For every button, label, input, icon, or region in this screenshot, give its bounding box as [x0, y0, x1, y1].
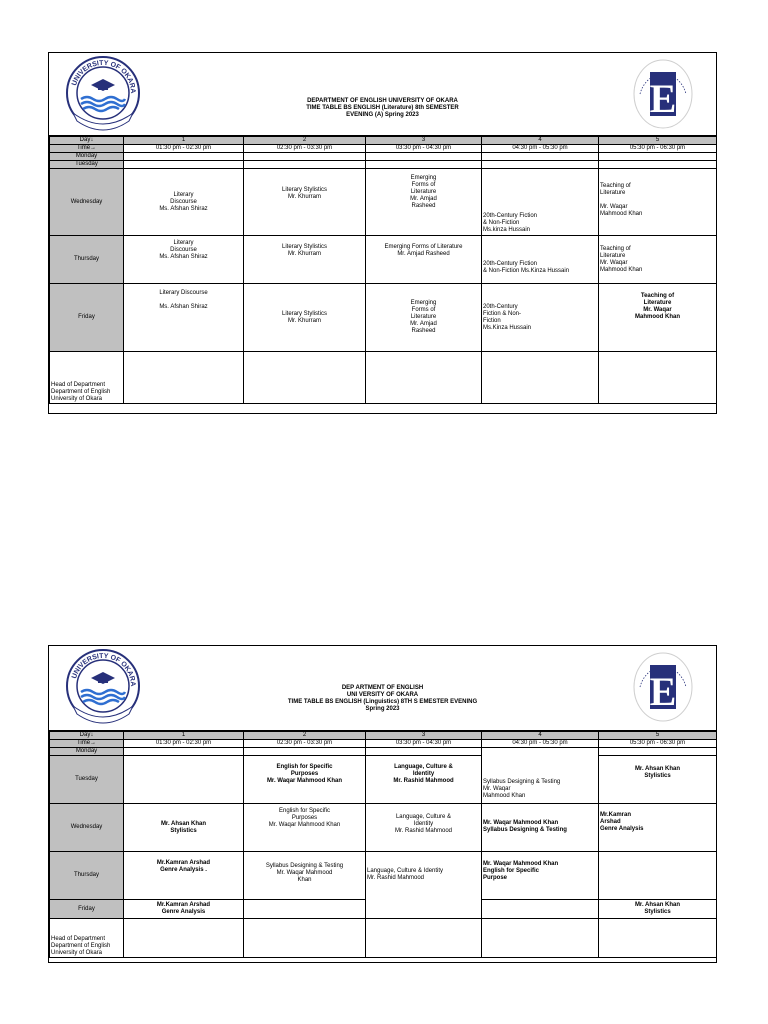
day-label: Thursday — [50, 236, 124, 284]
class-cell: 20th-Century Fiction & Non-Fiction Ms.Kinza Hussain — [482, 236, 599, 284]
time-slot: 02:30 pm - 03:30 pm — [244, 145, 366, 153]
svg-text:E: E — [649, 669, 677, 714]
class-cell — [482, 161, 599, 169]
slot-number: 4 — [482, 732, 599, 740]
class-cell — [124, 352, 244, 404]
class-cell: Mr. Ahsan Khan Stylistics — [124, 804, 244, 852]
class-cell: Literary Discourse Ms. Afshan Shiraz — [124, 284, 244, 352]
slot-number-row — [50, 732, 717, 740]
day-label: Tuesday — [50, 756, 124, 804]
svg-text:E: E — [649, 76, 677, 121]
english-literature-society-logo-icon — [632, 651, 694, 723]
slot-number: 2 — [244, 732, 366, 740]
class-cell — [599, 161, 717, 169]
english-literature-society-logo-icon — [632, 58, 694, 130]
timetable-literature — [48, 52, 717, 414]
class-cell: Emerging Forms of Literature Mr. Amjad Rasheed — [366, 236, 482, 284]
row-friday — [50, 284, 717, 352]
class-cell — [482, 153, 599, 161]
class-cell: Literary Stylistics Mr. Khurram — [244, 169, 366, 236]
class-cell: Mr.Kamran Arshad Genre Analysis . — [124, 852, 244, 900]
timetable-grid — [49, 136, 717, 404]
class-cell: Teaching of Literature Mr. Waqar Mahmood Khan — [599, 236, 717, 284]
class-cell — [244, 919, 366, 958]
time-slot: 04:30 pm - 05:30 pm — [482, 740, 599, 748]
day-label: Monday — [50, 748, 124, 756]
class-cell — [366, 161, 482, 169]
timetable-grid — [49, 731, 717, 958]
class-cell — [482, 352, 599, 404]
day-label: Wednesday — [50, 804, 124, 852]
class-cell: Teaching of Literature Mr. Waqar Mahmood Khan — [599, 169, 717, 236]
row-monday — [50, 748, 717, 756]
class-cell: Mr.Kamran Arshad Genre Analysis — [599, 804, 717, 852]
university-seal-icon — [65, 55, 141, 131]
class-cell — [244, 900, 366, 919]
class-cell — [124, 919, 244, 958]
class-cell — [244, 161, 366, 169]
class-cell — [124, 161, 244, 169]
class-cell: Emerging Forms of Literature Mr. Amjad Rasheed — [366, 284, 482, 352]
row-hod — [50, 352, 717, 404]
time-row — [50, 740, 717, 748]
class-cell: Mr. Waqar Mahmood Khan English for Specific Purpose — [482, 852, 599, 900]
class-cell: 20th-Century Fiction & Non- Fiction Ms.Kinza Hussain — [482, 284, 599, 352]
time-slot: 05:30 pm - 06:30 pm — [599, 145, 717, 153]
class-cell: Language, Culture & Identity Mr. Rashid Mahmood — [366, 804, 482, 852]
class-cell — [124, 756, 244, 804]
slot-number: 1 — [124, 732, 244, 740]
day-label: Friday — [50, 284, 124, 352]
time-slot: 03:30 pm - 04:30 pm — [366, 740, 482, 748]
class-cell: Literary Stylistics Mr. Khurram — [244, 284, 366, 352]
class-cell: Syllabus Designing & Testing Mr. Waqar Mahmood Khan — [244, 852, 366, 900]
slot-number-row — [50, 137, 717, 145]
class-cell: Syllabus Designing & Testing Mr. Waqar Mahmood Khan — [482, 748, 599, 804]
slot-number: 4 — [482, 137, 599, 145]
day-label: Monday — [50, 153, 124, 161]
time-slot: 01:30 pm - 02:30 pm — [124, 145, 244, 153]
class-cell: Literary Stylistics Mr. Khurram — [244, 236, 366, 284]
day-label: Friday — [50, 900, 124, 919]
row-thursday — [50, 236, 717, 284]
row-tuesday — [50, 161, 717, 169]
class-cell — [124, 153, 244, 161]
class-cell — [366, 748, 482, 756]
head-of-department-signature: Head of Department Department of English University of Okara — [50, 919, 124, 958]
svg-text:UNIVERSITY OF OKARA: UNIVERSITY OF OKARA — [71, 59, 137, 94]
class-cell — [366, 352, 482, 404]
timetable-header — [49, 53, 716, 136]
slot-number: 1 — [124, 137, 244, 145]
day-header: Day↓ — [50, 137, 124, 145]
day-label: Wednesday — [50, 169, 124, 236]
class-cell: Mr. Waqar Mahmood Khan Syllabus Designing & Testing — [482, 804, 599, 852]
class-cell — [599, 852, 717, 900]
row-thursday — [50, 852, 717, 900]
slot-number: 5 — [599, 732, 717, 740]
class-cell: Teaching of Literature Mr. Waqar Mahmood Khan — [599, 284, 717, 352]
timetable-header — [49, 646, 716, 731]
class-cell: 20th-Century Fiction & Non-Fiction Ms.kinza Hussain — [482, 169, 599, 236]
class-cell: Literary Discourse Ms. Afshan Shiraz — [124, 169, 244, 236]
class-cell — [599, 352, 717, 404]
day-header: Day↓ — [50, 732, 124, 740]
class-cell — [366, 153, 482, 161]
time-slot: 04:30 pm - 05:30 pm — [482, 145, 599, 153]
time-row — [50, 145, 717, 153]
class-cell: Literary Discourse Ms. Afshan Shiraz — [124, 236, 244, 284]
class-cell — [599, 919, 717, 958]
slot-number: 3 — [366, 137, 482, 145]
row-wednesday — [50, 169, 717, 236]
class-cell: Language, Culture & Identity Mr. Rashid Mahmood — [366, 852, 482, 919]
day-label: Thursday — [50, 852, 124, 900]
class-cell — [124, 748, 244, 756]
class-cell — [482, 900, 599, 919]
class-cell — [244, 352, 366, 404]
time-header: Time→ — [50, 740, 124, 748]
class-cell: English for Specific Purposes Mr. Waqar Mahmood Khan — [244, 756, 366, 804]
time-slot: 01:30 pm - 02:30 pm — [124, 740, 244, 748]
class-cell — [482, 919, 599, 958]
svg-text:UNIVERSITY OF OKARA: UNIVERSITY OF OKARA — [71, 652, 137, 687]
class-cell: Emerging Forms of Literature Mr. Amjad Rasheed — [366, 169, 482, 236]
time-slot: 05:30 pm - 06:30 pm — [599, 740, 717, 748]
timetable-title: DEPARTMENT OF ENGLISH UNIVERSITY OF OKARA TIME TABLE BS ENGLISH (Literature) 8th SEMESTER EVENING (A) Spring 2023 — [306, 98, 459, 118]
timetable-linguistics — [48, 645, 717, 963]
row-wednesday — [50, 804, 717, 852]
class-cell: Language, Culture & Identity Mr. Rashid Mahmood — [366, 756, 482, 804]
class-cell — [244, 153, 366, 161]
slot-number: 3 — [366, 732, 482, 740]
time-header: Time→ — [50, 145, 124, 153]
class-cell: Mr. Ahsan Khan Stylistics — [599, 900, 717, 919]
class-cell — [599, 153, 717, 161]
class-cell: Mr. Ahsan Khan Stylistics — [599, 756, 717, 804]
row-hod — [50, 919, 717, 958]
time-slot: 02:30 pm - 03:30 pm — [244, 740, 366, 748]
time-slot: 03:30 pm - 04:30 pm — [366, 145, 482, 153]
slot-number: 5 — [599, 137, 717, 145]
row-tuesday — [50, 756, 717, 804]
class-cell: Mr.Kamran Arshad Genre Analysis — [124, 900, 244, 919]
slot-number: 2 — [244, 137, 366, 145]
class-cell: English for Specific Purposes Mr. Waqar Mahmood Khan — [244, 804, 366, 852]
class-cell — [366, 919, 482, 958]
class-cell — [244, 748, 366, 756]
head-of-department-signature: Head of Department Department of English University of Okara — [50, 352, 124, 404]
row-monday — [50, 153, 717, 161]
day-label: Tuesday — [50, 161, 124, 169]
timetable-title: DEP ARTMENT OF ENGLISH UNI VERSITY OF OKARA TIME TABLE BS ENGLISH (Linguistics) 8TH S EMESTER EVENING Spring 2023 — [287, 685, 478, 712]
class-cell — [599, 748, 717, 756]
